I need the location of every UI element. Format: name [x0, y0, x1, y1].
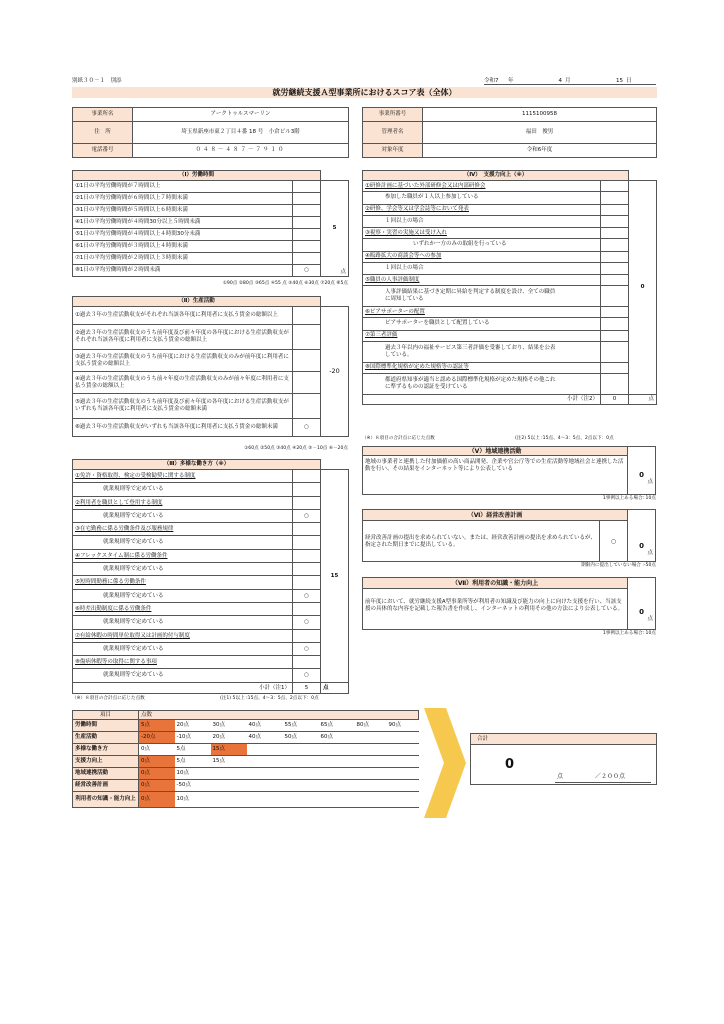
summary-cell: [319, 768, 355, 780]
user-skills-text: 前年度において、就労継続支援A型事業所等が利用者の知識及び能力の向上に向けた支援を行い、当該支援の具体的な内容を記載した報告書を作成し、インターネットの利用その他の方法により公表している。: [362, 588, 628, 630]
support-row: [363, 318, 657, 331]
labor-row: ⑤1日の平均労働時間が４時間以上４時間30分未満: [73, 229, 349, 241]
summary-cell: [387, 768, 419, 780]
summary-cell: [355, 792, 387, 808]
support-row-mark: [601, 204, 629, 215]
summary-cell: 0点: [139, 780, 175, 792]
support-row-label: 都道府県知事が適当と認める国際標準化規格が定めた規格その他これに準ずるものの認証を受けている: [363, 373, 601, 394]
work-styles-row-mark: ○: [293, 616, 321, 629]
work-styles-row: [73, 549, 349, 562]
support-row-label: ⑧国際標準化規格が定めた規格等の認証等: [363, 362, 601, 373]
summary-row-label: 支援力向上: [73, 756, 139, 768]
user-skills-score: 0: [639, 608, 644, 616]
support-row-label: ピアサポーターを職員として配置している: [363, 318, 601, 331]
support-row-mark: [601, 341, 629, 362]
work-styles-row-label: ①免許・資格取得、検定の受検勧奨に関する制度: [73, 470, 293, 483]
summary-cell: 20点: [211, 732, 247, 744]
summary-cell: 50点: [283, 732, 319, 744]
work-styles-row-mark: [293, 656, 321, 669]
summary-cell: 5点: [175, 744, 211, 756]
summary-cell: 90点: [387, 720, 419, 732]
section-regional-title: （Ⅴ）地域連携活動: [362, 446, 628, 456]
support-row: [363, 228, 657, 239]
summary-cell: [355, 780, 387, 792]
labor-score: 5 点: [321, 181, 349, 277]
summary-cell: [355, 744, 387, 756]
summary-cell: [355, 756, 387, 768]
address: 埼玉県新座市東２丁目４番 18 号 小倉ビル3階: [133, 122, 349, 144]
summary-cell: 40点: [247, 720, 283, 732]
support-note-right: (注2) 5以上 :15点、4～3：5点、2点以下：0点: [515, 436, 614, 441]
summary-cell: [387, 732, 419, 744]
support-row-label: ⑥ピアサポーターの配置: [363, 307, 601, 318]
support-row-mark: [601, 330, 629, 341]
total-max: ／２００点: [595, 773, 626, 780]
section-production: [72, 296, 349, 437]
summary-row: [73, 768, 419, 780]
support-row-mark: [601, 192, 629, 205]
date-era: 令和7: [484, 78, 499, 84]
management-note: 期限内に提出していない場合 :-50点: [581, 563, 656, 568]
work-styles-row-mark: [293, 536, 321, 549]
office-name: アークトゥルスマーリン: [133, 108, 349, 122]
support-row-label: ②研修、学会等又は学会誌等において発表: [363, 204, 601, 215]
summary-row: [73, 756, 419, 768]
support-row-mark: [601, 228, 629, 239]
summary-row: [73, 720, 419, 732]
support-row: [363, 215, 657, 228]
summary-cell: 55点: [283, 720, 319, 732]
summary-cell: [211, 780, 247, 792]
work-styles-row-label: 就業規則等で定めている: [73, 642, 293, 655]
support-subtotal-unit: 点: [629, 394, 657, 404]
total-value: 0: [505, 757, 515, 772]
labor-mark: ○: [293, 265, 321, 277]
section-user-skills-title: （Ⅶ）利用者の知識・能力向上: [362, 577, 628, 589]
summary-cell: 10点: [175, 768, 211, 780]
summary-cell: 65点: [319, 720, 355, 732]
total-label: 合計: [471, 734, 656, 745]
work-styles-row-label: ④フレックスタイム制に係る労働条件: [73, 549, 293, 562]
summary-row: [73, 780, 419, 792]
arrow-icon: [424, 708, 466, 818]
work-styles-row-label: ③在宅勤務に係る労働条件及び服務規律: [73, 523, 293, 536]
work-styles-row-label: 就業規則等で定めている: [73, 589, 293, 602]
work-styles-row-mark: [293, 523, 321, 536]
attachment-label: 別紙３０－１ 別添: [72, 78, 122, 84]
summary-cell: 60点: [319, 732, 355, 744]
summary-cell: -10点: [175, 732, 211, 744]
labor-row: ①1日の平均労働時間が７時間以上 5 点: [73, 181, 349, 193]
support-score: 0: [629, 181, 657, 395]
summary-cell: 10点: [175, 792, 211, 808]
summary-cell: [283, 756, 319, 768]
section-labor-hours-title: （Ⅰ）労働時間: [73, 171, 321, 181]
work-styles-row: [73, 602, 349, 615]
work-styles-row-mark: ○: [293, 509, 321, 522]
labor-row: ③1日の平均労働時間が５時間以上６時間未満: [73, 205, 349, 217]
support-row-label: 過去３年以内の福祉サービス第三者評価を受審しており、結果を公表している。: [363, 341, 601, 362]
office-name-label: 事業所名: [73, 108, 133, 122]
production-mark: ○: [293, 419, 321, 437]
production-note: ①60点 ②50点 ③40点 ④20点 ⑤－10点 ⑥－20点: [244, 446, 348, 451]
summary-cell: 5点: [139, 720, 175, 732]
summary-cell: [355, 768, 387, 780]
regional-score-box: [627, 446, 656, 495]
support-row-mark: [601, 262, 629, 275]
regional-note: 1事例以上ある場合: 10点: [602, 496, 656, 501]
management-mark: ○: [599, 520, 628, 562]
phone-label: 電話番号: [73, 144, 133, 158]
phone: ０４８－４８７－７９１０: [133, 144, 349, 158]
labor-note: ①90点 ②80点 ③65点 ④55 点 ⑤40点 ⑥30点 ⑦20点 ⑧5点: [222, 281, 348, 286]
work-styles-score: 15: [321, 470, 349, 683]
summary-cell: 0点: [139, 744, 175, 756]
work-styles-row: [73, 536, 349, 549]
management-score-box: [627, 509, 656, 562]
work-styles-row: [73, 576, 349, 589]
support-row: [363, 262, 657, 275]
summary-cell: [319, 756, 355, 768]
work-styles-row-mark: [293, 629, 321, 642]
section-labor-hours: [72, 170, 349, 277]
support-row: [363, 192, 657, 205]
total-box: [470, 733, 657, 785]
work-styles-row: [73, 509, 349, 522]
work-styles-row: [73, 563, 349, 576]
summary-cell: [247, 744, 283, 756]
work-styles-row-label: ⑦有給休暇の時間単位取得又は計画的付与制度: [73, 629, 293, 642]
support-row: [363, 204, 657, 215]
manager-name: 福田 俊男: [423, 122, 657, 144]
section-support-capacity-title: （Ⅳ） 支援力向上（※）: [363, 171, 629, 181]
work-styles-row-label: 就業規則等で定めている: [73, 669, 293, 682]
user-skills-unit: 点: [647, 616, 653, 623]
target-year: 令和6年度: [423, 144, 657, 158]
summary-cell: [387, 792, 419, 808]
target-year-label: 対象年度: [363, 144, 423, 158]
support-row-mark: [601, 318, 629, 331]
work-styles-row-label: ⑥時差出勤制度に係る労働条件: [73, 602, 293, 615]
summary-cell: [387, 744, 419, 756]
summary-row-label: 生産活動: [73, 732, 139, 744]
support-row-label: ①研修計画に基づいた外部研修会又は内部研修会: [363, 181, 601, 192]
date-month-unit: 月: [565, 78, 571, 84]
support-row-label: ⑤職員の人事評価制度: [363, 275, 601, 286]
regional-text: 地域の事業者と連携した付加価値の高い商品開発、企業や官公庁等での生産活動等地域社会と連携した活動を行い、その結果をインターネット等により公表している: [362, 455, 628, 495]
address-label: 住 所: [73, 122, 133, 144]
summary-cell: [211, 792, 247, 808]
work-styles-note-left: （※）８項目の合計点に応じた点数: [72, 696, 145, 701]
management-score: 0: [639, 542, 644, 550]
summary-row-label: 地域連携活動: [73, 768, 139, 780]
work-styles-row: [73, 642, 349, 655]
info-table-right: [362, 107, 657, 158]
support-row-label: １回以上の場合: [363, 215, 601, 228]
support-row-mark: [601, 215, 629, 228]
summary-cell: [211, 768, 247, 780]
support-row: [363, 330, 657, 341]
summary-cell: 80点: [355, 720, 387, 732]
support-row-mark: [601, 286, 629, 307]
section-work-styles-title: （Ⅲ）多様な働き方（※）: [73, 460, 321, 470]
section-management-title: （Ⅵ）経営改善計画: [362, 509, 628, 521]
date-month: 4: [558, 78, 562, 84]
work-styles-row: [73, 669, 349, 682]
summary-cell: 40点: [247, 732, 283, 744]
date-day-unit: 日: [626, 78, 632, 84]
support-row-mark: [601, 275, 629, 286]
info-table-left: [72, 107, 349, 158]
summary-col-item: 項目: [73, 711, 139, 720]
support-row: [363, 307, 657, 318]
support-row-mark: [601, 181, 629, 192]
work-styles-row: [73, 483, 349, 496]
work-styles-row-mark: ○: [293, 589, 321, 602]
summary-table: [72, 710, 419, 808]
summary-cell: [247, 780, 283, 792]
work-styles-row-mark: [293, 470, 321, 483]
summary-cell: -50点: [175, 780, 211, 792]
summary-cell: [283, 744, 319, 756]
management-text: 経営改善計画の提出を求められていない。または、経営改善計画の提出を求められているが、指定された期日までに提出している。: [362, 520, 600, 562]
work-styles-row-mark: [293, 549, 321, 562]
summary-row-label: 労働時間: [73, 720, 139, 732]
work-styles-row-label: 就業規則等で定めている: [73, 509, 293, 522]
support-row-label: 人事評価結果に基づき定期に昇給を判定する制度を設け、全ての職員に周知している: [363, 286, 601, 307]
regional-unit: 点: [647, 479, 653, 486]
summary-cell: [319, 780, 355, 792]
summary-cell: [283, 768, 319, 780]
summary-cell: [283, 792, 319, 808]
date-line: [484, 78, 656, 85]
summary-cell: 0点: [139, 792, 175, 808]
labor-row: ④1日の平均労働時間が４時間30分以上５時間未満: [73, 217, 349, 229]
work-styles-row: [73, 616, 349, 629]
support-note-left: （※）８項目の合計点に応じた点数: [362, 436, 435, 441]
work-styles-row-mark: [293, 563, 321, 576]
production-row: ①過去３年の生産活動収支がそれぞれ当該各年度に利用者に支払う賃金の総額以上: [73, 307, 293, 325]
date-day: 15: [616, 78, 623, 84]
work-styles-row-label: 就業規則等で定めている: [73, 616, 293, 629]
summary-cell: 15点: [211, 744, 247, 756]
summary-cell: 20点: [175, 720, 211, 732]
summary-cell: 5点: [175, 756, 211, 768]
total-unit: 点: [557, 773, 564, 780]
work-styles-subtotal-unit: 点: [321, 682, 349, 693]
regional-score: 0: [639, 471, 644, 479]
work-styles-subtotal: 5: [293, 682, 321, 693]
work-styles-row-mark: ○: [293, 642, 321, 655]
support-subtotal-label: 小計（注2）: [363, 394, 601, 404]
summary-cell: 0点: [139, 768, 175, 780]
summary-cell: [355, 732, 387, 744]
summary-cell: [247, 756, 283, 768]
production-row: ②過去３年の生産活動収支のうち前年度及び前々年度の各年度における生産活動収支がそれぞれ当該各年度に利用者に支払う賃金の総額以上: [73, 325, 293, 350]
work-styles-row-label: 就業規則等で定めている: [73, 563, 293, 576]
support-row: [363, 181, 657, 192]
work-styles-row-mark: [293, 576, 321, 589]
support-subtotal: 0: [601, 394, 629, 404]
summary-cell: [387, 780, 419, 792]
production-score: -20: [321, 307, 349, 437]
summary-cell: [387, 756, 419, 768]
work-styles-row: [73, 523, 349, 536]
section-production-title: （Ⅱ）生産活動: [73, 297, 321, 307]
production-row: ③過去３年の生産活動収支のうち前年度における生産活動収支のみが前年度に利用者に支払う賃金の総額以上: [73, 350, 293, 372]
work-styles-row-mark: [293, 602, 321, 615]
support-row: [363, 275, 657, 286]
summary-cell: [247, 768, 283, 780]
support-row: [363, 373, 657, 394]
support-row-label: いずれか一方のみの取組を行っている: [363, 239, 601, 252]
office-no-label: 事業所番号: [363, 108, 423, 122]
support-row: [363, 341, 657, 362]
page-title: 就労継続支援Ａ型事業所におけるスコア表（全体）: [72, 87, 657, 98]
work-styles-row: [73, 656, 349, 669]
management-unit: 点: [647, 550, 653, 557]
labor-row: ⑥1日の平均労働時間が３時間以上４時間未満: [73, 241, 349, 253]
summary-cell: 15点: [211, 756, 247, 768]
summary-row: [73, 732, 419, 744]
summary-cell: 0点: [139, 756, 175, 768]
support-row: [363, 286, 657, 307]
work-styles-row: [73, 589, 349, 602]
summary-row: [73, 744, 419, 756]
user-skills-score-box: [627, 577, 656, 630]
date-year-unit: 年: [508, 78, 514, 84]
work-styles-row: [73, 470, 349, 483]
support-row-label: 参加した職員が１人以上参加している: [363, 192, 601, 205]
work-styles-subtotal-label: 小計（注1）: [73, 682, 293, 693]
support-row-label: ④販路拡大の商談会等への参加: [363, 251, 601, 262]
summary-cell: -20点: [139, 732, 175, 744]
support-row-mark: [601, 307, 629, 318]
work-styles-row-label: ②利用者を職員として登用する制度: [73, 496, 293, 509]
summary-col-points: 点数: [139, 711, 419, 720]
work-styles-row-label: 就業規則等で定めている: [73, 536, 293, 549]
work-styles-row-mark: ○: [293, 669, 321, 682]
production-row: ⑤過去３年の生産活動収支のうち前年度及び前々年度の各年度における生産活動収支がいずれも当該各年度に利用者に支払う賃金の総額未満: [73, 394, 293, 419]
support-row-label: １回以上の場合: [363, 262, 601, 275]
manager-label: 管理者名: [363, 122, 423, 144]
work-styles-row: [73, 629, 349, 642]
office-no: 1115100958: [423, 108, 657, 122]
summary-cell: [319, 744, 355, 756]
support-row: [363, 251, 657, 262]
labor-row: ⑦1日の平均労働時間が２時間以上３時間未満: [73, 253, 349, 265]
user-skills-note: 1事例以上ある場合: 10点: [602, 631, 656, 636]
support-row: [363, 239, 657, 252]
support-row: [363, 362, 657, 373]
work-styles-row-mark: [293, 496, 321, 509]
summary-cell: [247, 792, 283, 808]
support-row-mark: [601, 362, 629, 373]
production-row: ④過去３年の生産活動収支のうち前々年度の生産活動収支のみが前々年度に利用者に支払う賃金の総額以上: [73, 372, 293, 394]
labor-row: ②1日の平均労働時間が６時間以上７時間未満: [73, 193, 349, 205]
work-styles-row-label: ⑤短時間勤務に係る労働条件: [73, 576, 293, 589]
work-styles-row-label: ⑧傷病休暇等の取得に関する事項: [73, 656, 293, 669]
section-support-capacity: [362, 170, 657, 405]
summary-row-label: 経営改善計画: [73, 780, 139, 792]
work-styles-row: [73, 496, 349, 509]
support-row-label: ③視察・実習の実施又は受け入れ: [363, 228, 601, 239]
support-row-mark: [601, 373, 629, 394]
summary-cell: [319, 792, 355, 808]
work-styles-row-mark: [293, 483, 321, 496]
summary-cell: [283, 780, 319, 792]
summary-row-label: 利用者の知識・能力向上: [73, 792, 139, 808]
work-styles-row-label: 就業規則等で定めている: [73, 483, 293, 496]
summary-row: [73, 792, 419, 808]
section-work-styles: [72, 459, 349, 694]
support-row-mark: [601, 251, 629, 262]
labor-row: ⑧1日の平均労働時間が２時間未満 ○: [73, 265, 349, 277]
summary-row-label: 多様な働き方: [73, 744, 139, 756]
work-styles-note-right: (注1) 5以上 :15点、4～3：5点、2点以下：0点: [220, 696, 319, 701]
production-row: ⑥過去３年の生産活動収支がいずれも当該各年度に利用者に支払う賃金の総額未満: [73, 419, 293, 437]
support-row-label: ⑦第三者評価: [363, 330, 601, 341]
support-row-mark: [601, 239, 629, 252]
summary-cell: 30点: [211, 720, 247, 732]
